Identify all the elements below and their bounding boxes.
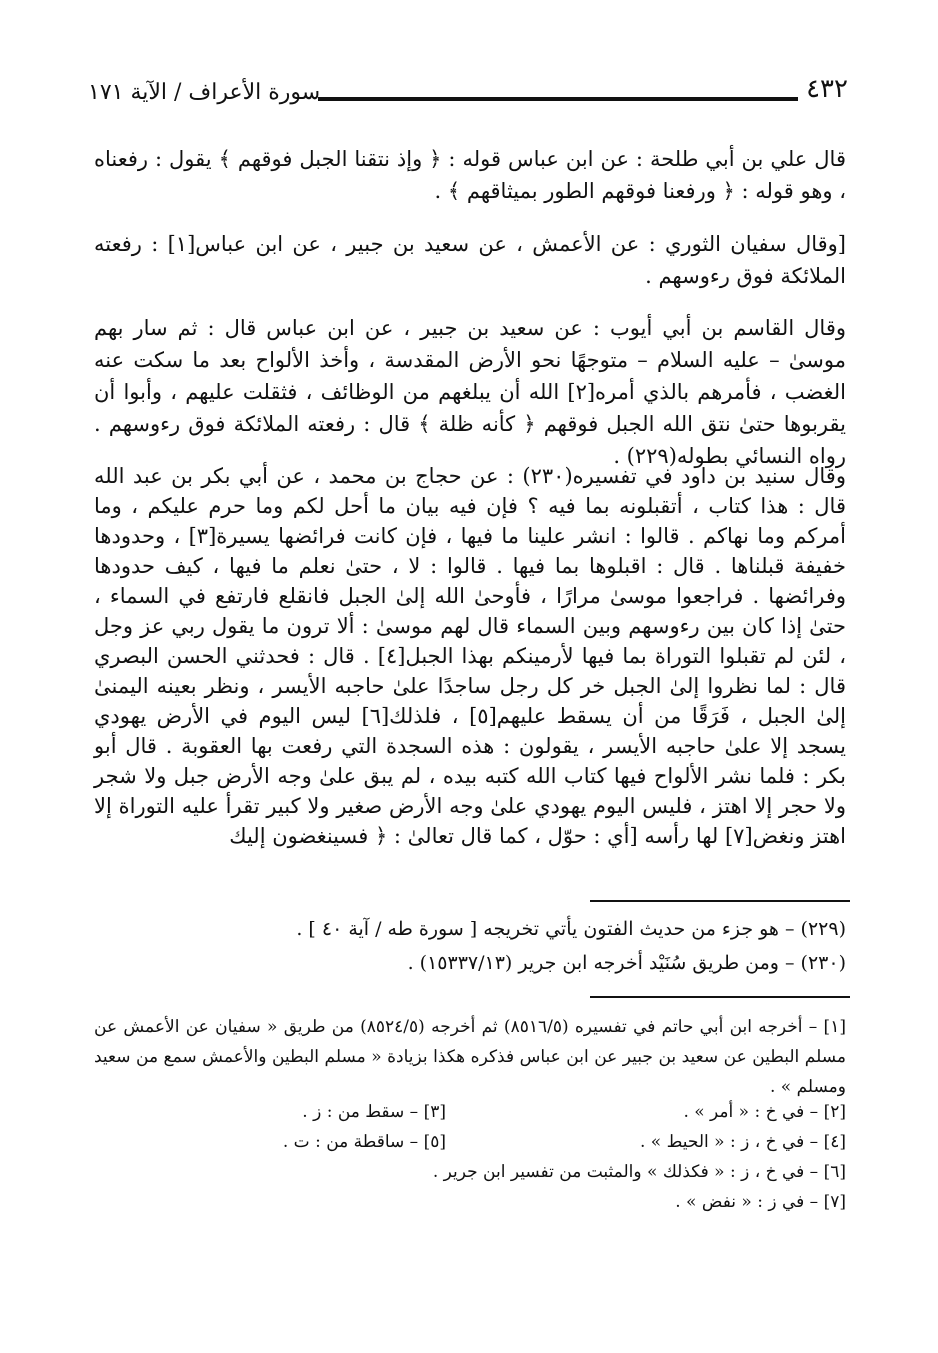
footnote-2: [٢] – في خ : « أمر » .	[683, 1102, 846, 1122]
paragraph-2-text: [وقال سفيان الثوري : عن الأعمش ، عن سعيد بن جبير ، عن ابن عباس[١] : رفعته الملائكة فوق رءوسهم .	[94, 232, 846, 288]
header-rule	[318, 97, 798, 101]
paragraph-2	[94, 228, 846, 292]
hadith-notes	[94, 912, 846, 980]
footnote-4: [٤] – في خ ، ز : « الحيط » .	[640, 1132, 846, 1152]
running-title: سورة الأعراف / الآية ١٧١	[88, 80, 321, 105]
paragraph-4-text: وقال سنيد بن داود في تفسيره(٢٣٠) : عن حجاج بن محمد ، عن أبي بكر بن عبد الله قال : هذا كتاب ، أتقبلونه بما فيه ؟ فإن فيه بيان ما أحل لكم وما حرم عليكم ، وما أمركم وما نهاكم . قالوا : انشر علينا ما فيها ، فإن كانت فرائضها يسيرة[٣] ، وحدودها خفيفة قبلناها . قال : اقبلوها بما فيها . قالوا : لا ، حتىٰ نعلم ما فيها ، كيف حدودها وفرائضها . فراجعوا موسىٰ مرارًا ، فأوحىٰ الله إلىٰ الجبل فانقلع فارتفع في السماء ، حتىٰ إذا كان بين رءوسهم وبين السماء قال لهم موسىٰ : ألا ترون ما يقول ربي عز وجل ، لئن لم تقبلوا التوراة بما فيها لأرمينكم بهذا الجبل[٤] . قال : فحدثني الحسن البصري قال : لما نظروا إلىٰ الجبل خر كل رجل ساجدًا علىٰ حاجبه الأيسر ، ونظر بعينه اليمنىٰ إلىٰ الجبل ، فَرَقًا من أن يسقط عليهم[٥] ، فلذلك[٦] ليس اليوم في الأرض يهودي يسجد إلا علىٰ حاجبه الأيسر ، يقولون : هذه السجدة التي رفعت بها العقوبة . قال أبو بكر : فلما نشر الألواح فيها كتاب الله كتبه بيده ، لم يبق علىٰ وجه الأرض جبل ولا شجر ولا حجر إلا اهتز ، فليس اليوم يهودي علىٰ وجه الأرض صغير ولا كبير تقرأ عليه التوراة إلا اهتز ونغض[٧] لها رأسه [أي : حوّل ، كما قال تعالىٰ : ﴿ فسينغضون إليك	[94, 464, 847, 848]
footnotes-separator	[590, 996, 850, 998]
notes-separator	[590, 900, 850, 902]
paragraph-3	[94, 312, 846, 472]
footnote-5: [٥] – ساقطة من : ت .	[282, 1132, 446, 1152]
paragraph-1	[94, 143, 846, 207]
footnotes	[94, 1012, 846, 1222]
footnote-row	[94, 1132, 846, 1162]
paragraph-4	[94, 461, 846, 851]
footnote-row	[94, 1192, 846, 1222]
footnote-7: [٧] – في ز : « نفض » .	[675, 1192, 846, 1212]
hadith-note: (٢٢٩) – هو جزء من حديث الفتون يأتي تخريجه [ سورة طه / آية ٤٠ ] .	[296, 918, 846, 940]
footnote-6: [٦] – في خ ، ز : « فكذلك » والمثبت من تفسير ابن جرير .	[432, 1162, 846, 1182]
footnote-row	[94, 1102, 846, 1132]
footnote-1: [١] – أخرجه ابن أبي حاتم في تفسيره (٨٥١٦/٥) ثم أخرجه (٨٥٢٤/٥) من طريق « سفيان عن الأعمش عن مسلم البطين عن سعيد بن جبير عن ابن عباس فذكره هكذا بزيادة « مسلم البطين والأعمش سمع من سعيد ومسلم » .	[94, 1017, 846, 1097]
page-number: ٤٣٢	[806, 74, 848, 104]
paragraph-1-text: قال علي بن أبي طلحة : عن ابن عباس قوله : ﴿ وإذ نتقنا الجبل فوقهم ﴾ يقول : رفعناه ، وهو قوله : ﴿ ورفعنا فوقهم الطور بميثاقهم ﴾ .	[94, 147, 846, 203]
footnote-3: [٣] – سقط من : ز .	[302, 1102, 446, 1122]
hadith-note: (٢٣٠) – ومن طريق سُنَيْد أخرجه ابن جرير (١٥٣٣٧/١٣) .	[407, 952, 846, 974]
footnote-row	[94, 1162, 846, 1192]
paragraph-3-text: وقال القاسم بن أبي أيوب : عن سعيد بن جبير ، عن ابن عباس قال : ثم سار بهم موسىٰ – عليه السلام – متوجهًا نحو الأرض المقدسة ، وأخذ الألواح بعد ما سكت عنه الغضب ، فأمرهم بالذي أمره[٢] الله أن يبلغهم من الوظائف ، فثقلت عليهم ، وأبوا أن يقربوها حتىٰ نتق الله الجبل فوقهم ﴿ كأنه ظلة ﴾ قال : رفعته الملائكة فوق رءوسهم . رواه النسائي بطوله(٢٢٩) .	[94, 316, 846, 468]
